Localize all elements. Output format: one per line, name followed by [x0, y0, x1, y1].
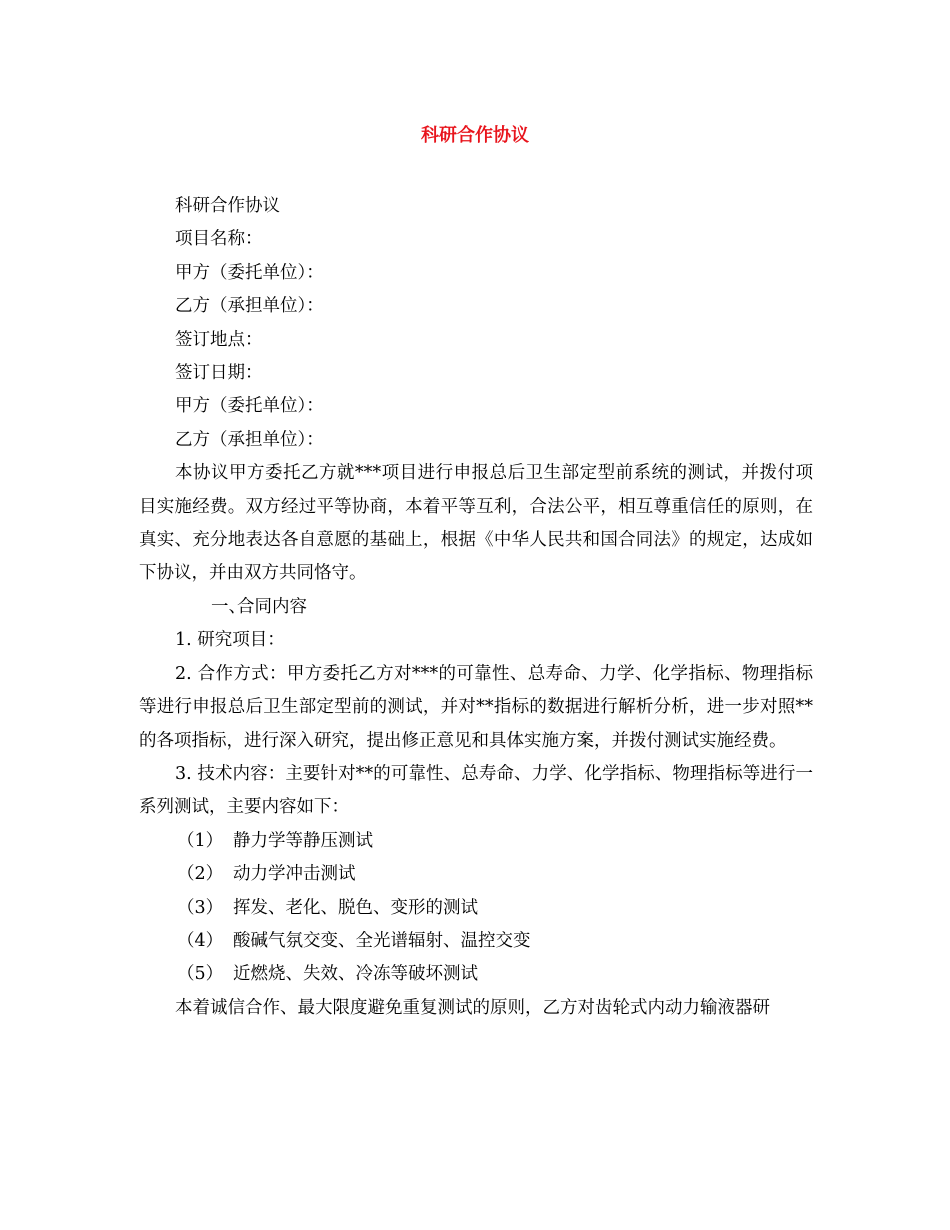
header-line-signing-place: 签订地点： — [175, 329, 263, 350]
test-item-number: （3） — [177, 897, 224, 918]
header-line-party-b: 乙方（承担单位）： — [175, 296, 324, 317]
header-line-party-a: 甲方（委托单位）： — [175, 262, 324, 283]
test-item-text: 静力学等静压测试 — [233, 830, 373, 851]
section-heading — [139, 591, 813, 624]
document-body — [139, 190, 813, 1025]
test-item-number: （1） — [177, 830, 224, 851]
header-line-party-b-repeat: 乙方（承担单位）： — [175, 429, 324, 450]
test-item-text: 酸碱气氛交变、全光谱辐射、温控交变 — [233, 930, 531, 951]
document-title: 科研合作协议 — [421, 125, 529, 146]
header-line-project-name: 项目名称： — [175, 229, 263, 250]
test-item-text: 近燃烧、失效、冷冻等破坏测试 — [233, 964, 478, 985]
item-research-project: 1. 研究项目： — [175, 630, 285, 651]
test-item — [139, 892, 813, 925]
section-number: 一、 — [211, 596, 246, 617]
header-line-agreement-name: 科研合作协议 — [175, 196, 280, 216]
header-line-signing-date: 签订日期： — [175, 363, 263, 384]
test-item-text: 动力学冲击测试 — [233, 864, 356, 885]
test-item-number: （5） — [177, 964, 224, 985]
section-title: 合同内容 — [237, 596, 307, 617]
closing-paragraph: 本着诚信合作、最大限度避免重复测试的原则，乙方对齿轮式内动力输液器研 — [175, 997, 770, 1018]
test-item-number: （2） — [177, 864, 224, 885]
intro-paragraph: 本协议甲方委托乙方就***项目进行申报总后卫生部定型前系统的测试，并拨付项目实施经费。双方经过平等协商，本着平等互利，合法公平，相互尊重信任的原则，在真实、充分地表达各自意愿的基础上，根据《中华人民共和国合同法》的规定，达成如下协议，并由双方共同恪守。 — [139, 463, 813, 584]
test-item — [139, 858, 813, 891]
test-item — [139, 958, 813, 991]
item-cooperation-method: 2. 合作方式：甲方委托乙方对***的可靠性、总寿命、力学、化学指标、物理指标等进行申报总后卫生部定型前的测试，并对**指标的数据进行解析分析，进一步对照**的各项指标，进行深入研究，提出修正意见和具体实施方案，并拨付测试实施经费。 — [139, 663, 813, 751]
header-line-party-a-repeat: 甲方（委托单位）： — [175, 396, 324, 417]
test-item — [139, 825, 813, 858]
test-item — [139, 925, 813, 958]
test-item-number: （4） — [177, 930, 224, 951]
test-item-text: 挥发、老化、脱色、变形的测试 — [233, 897, 478, 918]
item-technical-content: 3. 技术内容：主要针对**的可靠性、总寿命、力学、化学指标、物理指标等进行一系列测试，主要内容如下： — [139, 763, 813, 818]
